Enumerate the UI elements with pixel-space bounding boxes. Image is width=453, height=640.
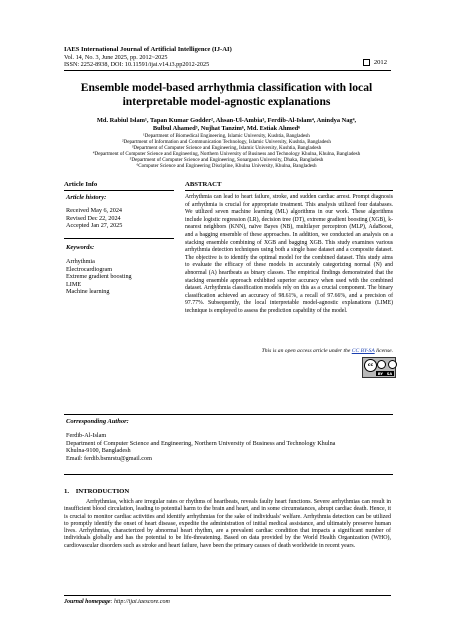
page-box-icon xyxy=(363,59,370,66)
accepted-date: Accepted Jan 27, 2025 xyxy=(66,222,123,229)
homepage-label: Journal homepage xyxy=(64,599,111,605)
page-number-box xyxy=(363,59,387,66)
abstract-rule xyxy=(185,190,393,191)
footer-rule xyxy=(64,595,391,596)
cc-logo-icon: cc xyxy=(364,359,377,372)
journal-homepage xyxy=(64,599,170,605)
affiliations xyxy=(40,133,413,170)
affiliation: ¹Department of Biomedical Engineering, Islamic University, Kushtia, Bangladesh xyxy=(143,133,310,139)
corresponding-bottom-rule xyxy=(64,474,393,475)
sa-share-icon xyxy=(388,360,397,369)
article-history-heading: Article history: xyxy=(66,194,107,201)
introduction-text: Arrhythmias, which are irregular rates or rhythms of heartbeats, reveals faulty heart functions. Severe arrhythmias can result in insufficient blood circulation, leading to potential harm to the brain and heart, and in some circumstances, abrupt cardiac death. Hence, it is crucial to monitor cardiac activities and identify arrhythmias for the sake of individuals' welfare. Arrhythmia detection can be utilized to promptly identify the onset of heart disease, expedite the administration of initial medical assistance, and ultimately preserve human lives. Arrhythmias, characterized by abnormal heart rhythm, are a prevalent cardiac condition that impacts a significant number of individuals globally and has the potential to be life-threatening. Based on data provided by the World Health Organization (WHO), cardiovascular disorders such as stroke and heart failure, have been the primary causes of death worldwide in recent years. xyxy=(64,499,391,549)
keyword: Extreme gradient boosting xyxy=(66,273,132,280)
paper-title: Ensemble model-based arrhythmia classification with local interpretable model-agnostic explanations xyxy=(80,81,373,108)
corresponding-email: Email: ferdib.bsmrstu@gmail.com xyxy=(66,454,152,462)
corresponding-details xyxy=(66,432,393,462)
corresponding-top-rule xyxy=(64,414,393,415)
license-link[interactable]: CC BY-SA xyxy=(351,348,375,354)
keyword: Electrocardiogram xyxy=(66,265,113,273)
history-rule xyxy=(64,238,174,239)
cc-sa-label: SA xyxy=(386,371,393,376)
header-rule xyxy=(64,70,391,71)
cc-by-label: BY xyxy=(377,371,384,376)
journal-title: IAES International Journal of Artificial Intelligence (IJ-AI) xyxy=(64,46,232,53)
license-suffix: license. xyxy=(374,348,393,354)
keyword: Arrhythmia xyxy=(66,258,95,265)
corresponding-heading: Corresponding Author: xyxy=(66,418,129,425)
affiliation: ³Department of Computer Science and Engineering, Islamic University, Kushtia, Bangladesh xyxy=(131,145,322,152)
by-person-icon xyxy=(377,360,386,369)
article-history xyxy=(66,207,122,230)
affiliation: ⁶Computer Science and Engineering Discipline, Khulna University, Khulna, Bangladesh xyxy=(136,163,317,170)
journal-issn: ISSN: 2252-8938, DOI: 10.11591/ijai.v14.i3.pp2012-2025 xyxy=(64,61,210,69)
revised-date: Revised Dec 22, 2024 xyxy=(66,214,121,222)
page-number: 2012 xyxy=(373,59,387,66)
corresponding-name: Ferdib-Al-Islam xyxy=(66,432,107,439)
keyword-list xyxy=(66,258,132,296)
license-note xyxy=(185,348,393,354)
homepage-url[interactable]: : http://ijai.iaescore.com xyxy=(110,599,170,605)
affiliation: ⁵Department of Computer Science and Engineering, Sonargaon University, Dhaka, Bangladesh xyxy=(129,157,324,164)
journal-volume: Vol. 14, No. 3, June 2025, pp. 2012~2025 xyxy=(64,53,168,61)
corresponding-address: Khulna-9100, Bangladesh xyxy=(66,447,131,454)
article-info-rule xyxy=(64,190,174,191)
keyword: Machine learning xyxy=(66,288,110,295)
corresponding-department: Department of Computer Science and Engineering, Northern University of Business and Technology Khulna xyxy=(66,439,336,447)
abstract-heading: ABSTRACT xyxy=(185,181,222,188)
abstract-text: Arrhythmia can lead to heart failure, stroke, and sudden cardiac arrest. Prompt diagnosis of arrhythmia is crucial for appropriate treatment. This analysis utilized four databases. We utilized seven machine learning (ML) algorithms in our work. These algorithms include logistic regression (LR), decision tree (DT), extreme gradient boosting (XGB), k-nearest neighbors (KNN), naïve Bayes (NB), multilayer perceptron (MLP), AdaBoost, and a bagging ensemble of these approaches. In addition, we conducted an analysis on a stacking ensemble combining of XGB and bagging XGB. This study examines various arrhythmia detection techniques using both a single base dataset and a composite dataset. The objective is to identify the optimal model for the combined dataset. This study aims to evaluate the efficacy of these models in accurately categorizing normal (N) and abnormal (A) heartbeats as binary classes. The empirical findings demonstrated that the stacking ensemble approach exhibited superior accuracy when used with the combined dataset. Arrhythmia classification models rely on this as a crucial component. The binary classification achieved an accuracy of 98.61%, a recall of 97.66%, and a precision of 97.77%. Subsequently, the local interpretable model-agnostic explanations (LIME) technique is employed to assess the prediction capability of the model. xyxy=(185,194,393,314)
cc-by-sa-badge[interactable] xyxy=(362,357,396,378)
authors-line-1: Md. Rabiul Islam¹, Tapan Kumar Godder², Ahsan-Ul-Ambia³, Ferdib-Al-Islam⁴, Anindya Nag⁴, xyxy=(96,117,357,124)
keyword: LIME xyxy=(66,280,82,288)
journal-header xyxy=(64,46,232,69)
received-date: Received May 6, 2024 xyxy=(66,207,123,214)
author-list xyxy=(55,117,398,133)
affiliation: ⁴Department of Computer Science and Engineering, Northern University of Business and Technology Khulna, Khulna, Bangladesh xyxy=(92,151,361,158)
license-prefix: This is an open access article under the xyxy=(261,348,352,354)
article-info-heading: Article Info xyxy=(64,181,98,188)
authors-line-2: Bulbul Ahamed⁵, Nujhat Tanzim⁶, Md. Estiak Ahmed⁶ xyxy=(152,125,301,132)
introduction-heading: 1. INTRODUCTION xyxy=(64,488,130,495)
affiliation: ²Department of Information and Communication Technology, Islamic University, Kushtia, Bangladesh xyxy=(122,139,331,146)
keywords-heading: Keywords: xyxy=(66,244,95,251)
